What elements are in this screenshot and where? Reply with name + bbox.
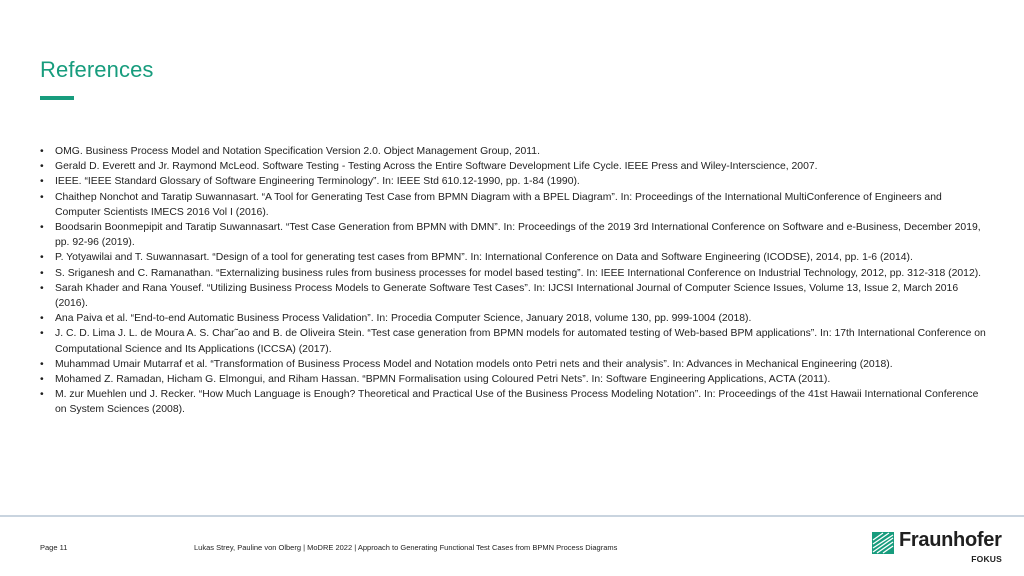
bullet: • bbox=[40, 176, 44, 188]
bullet: • bbox=[40, 222, 44, 234]
bullet: • bbox=[40, 313, 44, 325]
reference-item bbox=[34, 190, 989, 220]
reference-text: P. Yotyawilai and T. Suwannasart. “Design of a tool for generating test cases from BPMN”. In: International Conference on Data and Software Engineering (ICODSE), 2014, pp. 1-6 (2014). bbox=[55, 252, 913, 264]
reference-item bbox=[34, 326, 989, 356]
bullet: • bbox=[40, 252, 44, 264]
reference-item bbox=[34, 357, 989, 372]
bullet: • bbox=[40, 374, 44, 386]
fraunhofer-logo-icon bbox=[872, 532, 894, 554]
reference-item bbox=[34, 220, 989, 250]
bullet: • bbox=[40, 358, 44, 370]
page-title: References bbox=[40, 57, 154, 82]
logo-wordmark: Fraunhofer bbox=[899, 529, 1002, 551]
bullet: • bbox=[40, 191, 44, 203]
reference-text: IEEE. “IEEE Standard Glossary of Software Engineering Terminology”. In: IEEE Std 610.12-1990, pp. 1-84 (1990). bbox=[55, 176, 580, 188]
reference-item bbox=[34, 372, 989, 387]
reference-item bbox=[34, 311, 989, 326]
page-number: Page 11 bbox=[40, 543, 68, 552]
bullet: • bbox=[40, 282, 44, 294]
logo-subtitle: FOKUS bbox=[971, 554, 1002, 564]
footer-citation: Lukas Strey, Pauline von Olberg | MoDRE 2022 | Approach to Generating Functional Test Cases from BPMN Process Diagrams bbox=[194, 543, 618, 552]
reference-text: OMG. Business Process Model and Notation Specification Version 2.0. Object Management Group, 2011. bbox=[55, 146, 540, 157]
bullet: • bbox=[40, 161, 44, 173]
reference-text: Boodsarin Boonmepipit and Taratip Suwannasart. “Test Case Generation from BPMN with DMN”. In: Proceedings of the 2019 3rd International Conference on Software and e-Business, December 2019, pp. 92-96 (2019). bbox=[55, 222, 981, 249]
reference-item bbox=[34, 159, 989, 174]
reference-list bbox=[34, 144, 989, 418]
bullet: • bbox=[40, 328, 44, 340]
reference-text: S. Sriganesh and C. Ramanathan. “Externalizing business rules from business processes for model based testing”. In: IEEE International Conference on Industrial Technology, 2012, pp. 312-318 (2012). bbox=[55, 267, 982, 279]
reference-item bbox=[34, 266, 989, 281]
reference-text: M. zur Muehlen und J. Recker. “How Much Language is Enough? Theoretical and Practical Use of the Business Process Modeling Notation”. In: Proceedings of the 41st Hawaii International Conference on System Sciences (2008). bbox=[55, 389, 979, 416]
reference-text: J. C. D. Lima J. L. de Moura A. S. Char˜ao and B. de Oliveira Stein. “Test case generation from BPMN models for automated testing of Web-based BPM applications”. In: 17th International Conference on Computational Science and Its Applications (ICCSA) (2017). bbox=[55, 328, 986, 355]
reference-item bbox=[34, 250, 989, 265]
title-accent-bar bbox=[40, 96, 74, 100]
fraunhofer-logo bbox=[872, 529, 1012, 568]
bullet: • bbox=[40, 146, 44, 157]
reference-item bbox=[34, 387, 989, 417]
reference-text: Chaithep Nonchot and Taratip Suwannasart. “A Tool for Generating Test Case from BPMN Diagram with a BPEL Diagram”. In: Proceedings of the International MultiConference of Engineers and Computer Scientists IMECS 2016 Vol I (2016). bbox=[55, 191, 942, 218]
reference-text: Muhammad Umair Mutarraf et al. “Transformation of Business Process Model and Notation models onto Petri nets and their analysis”. In: Advances in Mechanical Engineering (2018). bbox=[55, 358, 893, 370]
bullet: • bbox=[40, 389, 44, 401]
reference-item bbox=[34, 174, 989, 189]
reference-item bbox=[34, 281, 989, 311]
footer-divider bbox=[0, 515, 1024, 517]
reference-text: Gerald D. Everett and Jr. Raymond McLeod. Software Testing - Testing Across the Entire Software Development Life Cycle. IEEE Press and Wiley-Interscience, 2007. bbox=[55, 161, 818, 173]
reference-text: Ana Paiva et al. “End-to-end Automatic Business Process Validation”. In: Procedia Computer Science, January 2018, volume 130, pp. 999-1004 (2018). bbox=[55, 313, 752, 325]
reference-item bbox=[34, 144, 989, 159]
reference-text: Mohamed Z. Ramadan, Hicham G. Elmongui, and Riham Hassan. “BPMN Formalisation using Coloured Petri Nets”. In: Software Engineering Applications, ACTA (2011). bbox=[55, 374, 831, 386]
reference-text: Sarah Khader and Rana Yousef. “Utilizing Business Process Models to Generate Software Test Cases”. In: IJCSI International Journal of Computer Science Issues, Volume 13, Issue 2, March 2016 (2016). bbox=[55, 282, 959, 310]
bullet: • bbox=[40, 267, 44, 279]
